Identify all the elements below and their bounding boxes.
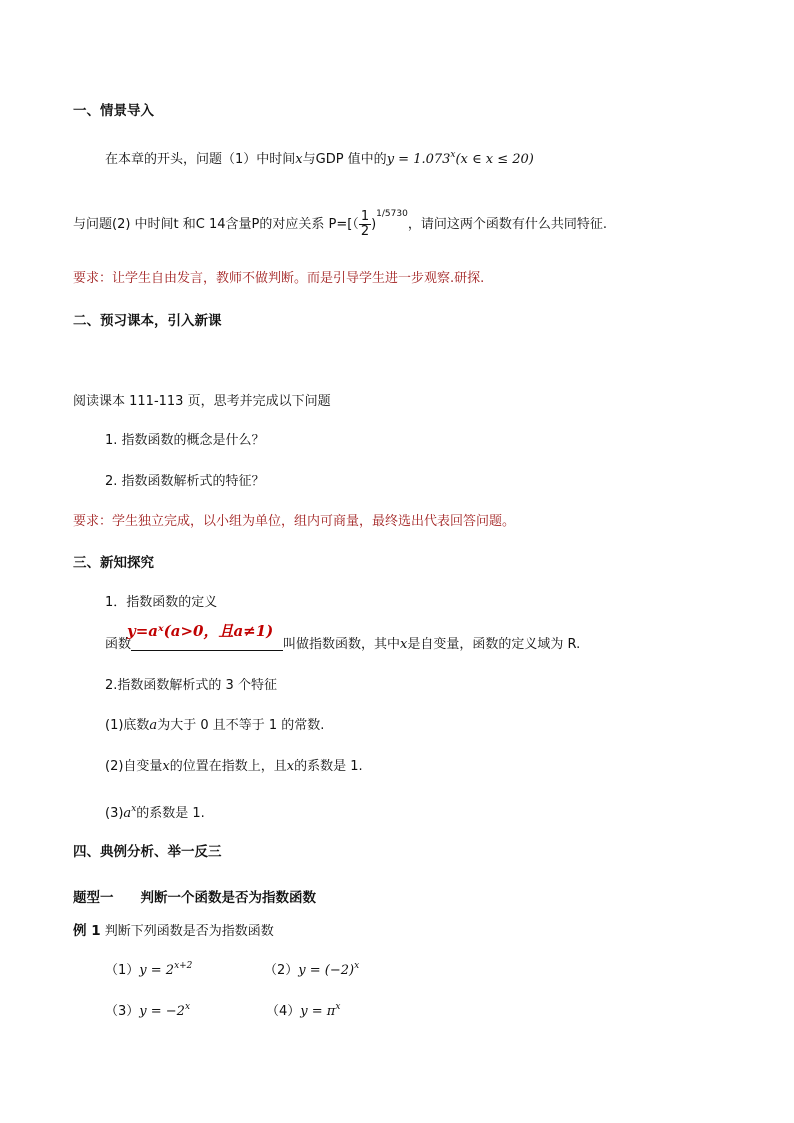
p1-formula: y = 1.073 [386,152,451,167]
features-title: 2.指数函数解析式的 3 个特征 [105,678,277,693]
f2-var: x [162,759,170,774]
feature-3 [105,805,205,824]
example-label: 例 1 [73,923,101,939]
f2-a: (2)自变量 [105,759,163,774]
f2-c: 的系数是 1. [294,759,363,774]
f2-var2: x [286,759,295,774]
section2-question2: 2. 指数函数解析式的特征？ [105,474,265,489]
example-item-4 [266,1003,340,1022]
def-var: x [400,637,408,652]
item-2-base: y = (−2) [298,963,355,978]
definition-title: 1．指数函数的定义 [105,595,218,610]
answer-blank [131,636,283,651]
p1-text: 在本章的开头，问题（1）中时间 [105,152,296,167]
p1-var-x: x [295,152,303,167]
section2-question1: 1. 指数函数的概念是什么？ [105,433,265,448]
item-3-label: （3） [105,1004,140,1019]
p1-domain: (x ∈ x ≤ 20) [455,152,534,167]
feature-1 [105,717,324,735]
item-2-label: （2） [264,963,299,978]
fraction-denominator: 2 [360,224,370,239]
handwritten-answer: y=aˣ(a>0，且a≠1) [127,622,274,640]
f1-var: a [149,718,158,733]
f3-exp: x [131,804,137,814]
section3-title: 三、新知探究 [73,555,154,571]
f1-b: 为大于 0 且不等于 1 的常数. [157,718,325,733]
f3-a: (3) [105,806,124,821]
def-post-2: 是自变量，函数的定义域为 R. [407,637,581,652]
section2-title: 二、预习课本，引入新课 [73,313,222,329]
def-pre: 函数 [105,637,132,652]
f2-b: 的位置在指数上，且 [169,759,287,774]
question-type-title: 题型一 判断一个函数是否为指数函数 [73,890,316,906]
p2-after: ) [371,217,377,232]
p1-mid: 与GDP 值中的 [302,152,387,167]
f3-var: a [123,806,132,821]
example-text: 判断下列函数是否为指数函数 [100,924,274,939]
def-post-1: 叫做指数函数，其中 [283,637,401,652]
p2-text: 与问题(2) 中时间t 和C 14含量P的对应关系 P=[（ [73,217,359,232]
section1-title: 一、情景导入 [73,103,154,119]
section2-reading: 阅读课本 111-113 页，思考并完成以下问题 [73,394,331,409]
p2-exponent: 1/5730 [376,209,408,219]
p1-exponent: x [450,150,456,160]
item-4-base: y = π [300,1004,336,1019]
item-2-exp: x [354,961,360,971]
f1-a: (1)底数 [105,718,150,733]
example-1 [73,922,274,941]
item-1-base: y = 2 [139,963,175,978]
example-item-2 [264,962,359,981]
fraction [359,210,371,239]
fraction-numerator: 1 [360,209,370,224]
item-4-label: （4） [266,1004,301,1019]
section1-paragraph2 [73,208,607,243]
item-1-label: （1） [105,963,140,978]
item-3-exp: x [184,1002,191,1012]
feature-2 [105,758,363,776]
item-3-base: y = −2 [139,1004,185,1019]
example-item-3 [105,1003,190,1022]
p2-tail: ，请问这两个函数有什么共同特征. [407,217,607,232]
section2-requirement: 要求：学生独立完成，以小组为单位，组内可商量，最终选出代表回答问题。 [73,514,516,529]
section1-requirement: 要求：让学生自由发言，教师不做判断。而是引导学生进一步观察.研探. [73,271,485,286]
section1-paragraph1 [105,151,534,170]
f3-b: 的系数是 1. [136,806,205,821]
item-4-exp: x [335,1002,341,1012]
section4-title: 四、典例分析、举一反三 [73,844,222,860]
example-item-1 [105,962,192,981]
item-1-exp: x+2 [174,961,193,971]
definition-sentence [105,636,580,654]
